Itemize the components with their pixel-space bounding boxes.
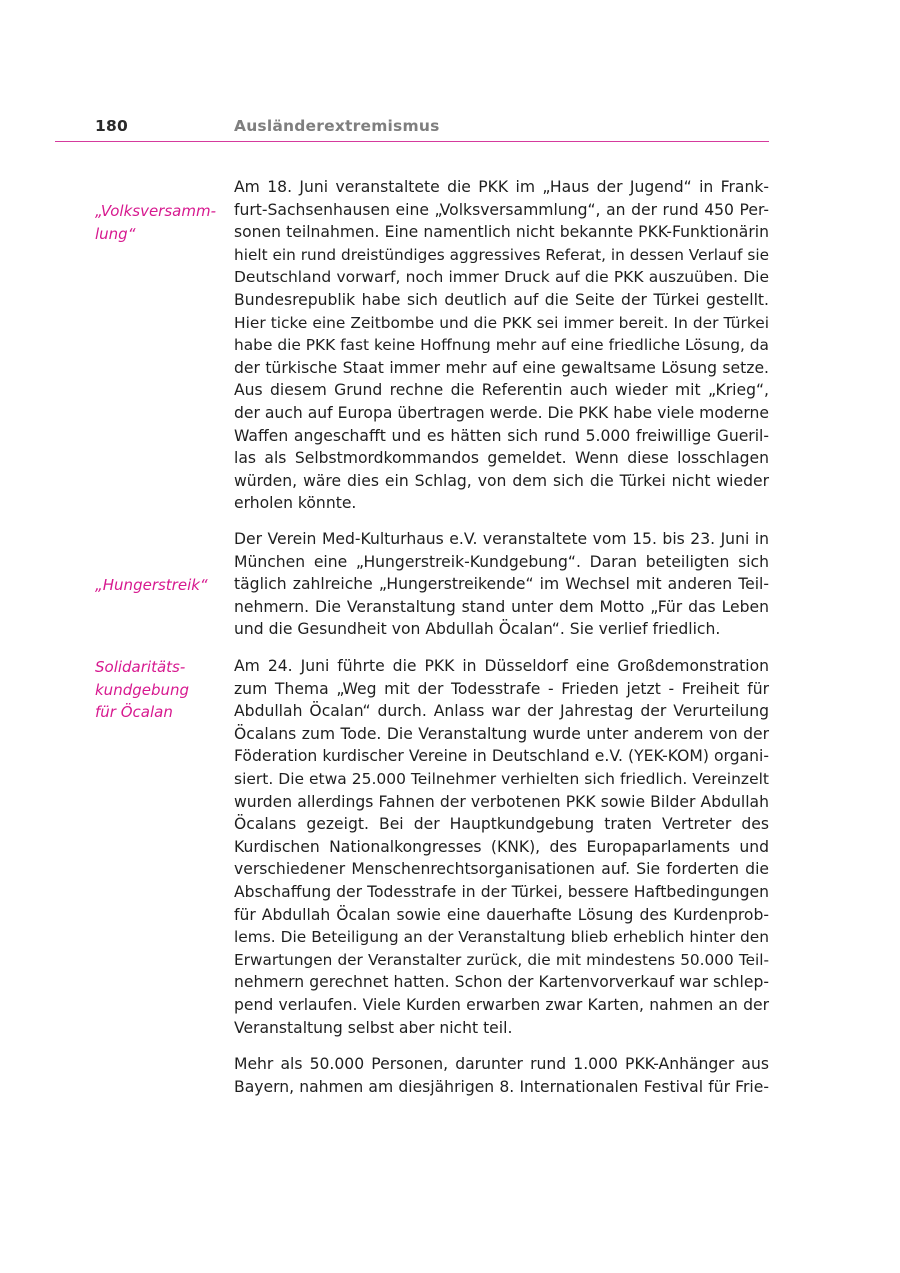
margin-note-solidaritaetskundgebung — [95, 656, 220, 724]
paragraph-line: zum Thema „Weg mit der Todesstrafe - Frieden jetzt - Freiheit für — [234, 679, 769, 698]
paragraph-line: habe die PKK fast keine Hoffnung mehr auf eine friedliche Lösung, da — [234, 336, 769, 355]
paragraph-festival — [234, 1053, 769, 1098]
page-header — [0, 0, 900, 145]
paragraph-line: wurden allerdings Fahnen der verbotenen PKK sowie Bilder Abdullah — [234, 792, 769, 811]
paragraph-line: verschiedener Menschenrechtsorganisationen auf. Sie forderten die — [234, 860, 769, 879]
paragraph-solidaritaetskundgebung — [234, 655, 769, 1039]
paragraph-line: Abschaffung der Todesstrafe in der Türkei, bessere Haftbedingungen — [234, 882, 769, 901]
paragraph-line: siert. Die etwa 25.000 Teilnehmer verhielten sich friedlich. Vereinzelt — [234, 769, 769, 788]
paragraph-line: sonen teilnahmen. Eine namentlich nicht bekannte PKK-Funktionärin — [234, 223, 769, 242]
paragraph-line: für Abdullah Öcalan sowie eine dauerhafte Lösung des Kurdenprob- — [234, 905, 769, 924]
paragraph-line: Abdullah Öcalan“ durch. Anlass war der Jahrestag der Verurteilung — [234, 702, 769, 721]
paragraph-line: Am 24. Juni führte die PKK in Düsseldorf eine Großdemonstration — [234, 657, 769, 675]
margin-note-volksversammlung — [95, 200, 220, 245]
paragraph-line: Mehr als 50.000 Personen, darunter rund 1.000 PKK-Anhänger aus — [234, 1055, 769, 1073]
margin-note-line: für Öcalan — [95, 703, 173, 722]
paragraph-line: hielt ein rund dreistündiges aggressives Referat, in dessen Verlauf sie — [234, 245, 769, 264]
paragraph-line: der türkische Staat immer mehr auf eine gewaltsame Lösung setze. — [234, 358, 769, 377]
margin-note-line: Solidaritäts- — [95, 658, 186, 676]
paragraph-line: las als Selbstmordkommandos gemeldet. Wenn diese losschlagen — [234, 449, 769, 468]
paragraph-line: lems. Die Beteiligung an der Veranstaltung blieb erheblich hinter den — [234, 928, 769, 947]
margin-note-line: lung“ — [95, 224, 136, 243]
paragraph-line: nehmern gerechnet hatten. Schon der Kartenvorverkauf war schlep- — [234, 973, 769, 992]
paragraph-line: pend verlaufen. Viele Kurden erwarben zwar Karten, nahmen an der — [234, 995, 769, 1014]
paragraph-line: Hier ticke eine Zeitbombe und die PKK sei immer bereit. In der Türkei — [234, 313, 769, 332]
paragraph-line: Am 18. Juni veranstaltete die PKK im „Haus der Jugend“ in Frank- — [234, 178, 769, 196]
paragraph-line: Öcalans zum Tode. Die Veranstaltung wurde unter anderem von der — [234, 724, 769, 743]
paragraph-volksversammlung — [234, 176, 769, 515]
paragraph-line: nehmern. Die Veranstaltung stand unter dem Motto „Für das Leben — [234, 597, 769, 616]
paragraph-line: Der Verein Med-Kulturhaus e.V. veranstaltete vom 15. bis 23. Juni in — [234, 530, 769, 548]
paragraph-line: Deutschland vorwarf, noch immer Druck auf die PKK auszuüben. Die — [234, 268, 769, 287]
paragraph-line: Waffen angeschafft und es hätten sich rund 5.000 freiwillige Gueril- — [234, 426, 769, 445]
paragraph-line: Föderation kurdischer Vereine in Deutschland e.V. (YEK-KOM) organi- — [234, 747, 769, 766]
margin-note-line: „Volksversamm- — [95, 202, 216, 220]
paragraph-line: Veranstaltung selbst aber nicht teil. — [234, 1018, 513, 1037]
margin-note-line: kundgebung — [95, 680, 190, 699]
margin-note-hungerstreik — [95, 574, 220, 597]
page-number: 180 — [95, 117, 128, 135]
paragraph-line: und die Gesundheit von Abdullah Öcalan“. Sie verlief friedlich. — [234, 620, 721, 639]
paragraph-line: München eine „Hungerstreik-Kundgebung“. Daran beteiligten sich — [234, 552, 769, 571]
paragraph-line: täglich zahlreiche „Hungerstreikende“ im Wechsel mit anderen Teil- — [234, 575, 769, 594]
paragraph-line: Öcalans gezeigt. Bei der Hauptkundgebung traten Vertreter des — [234, 815, 769, 834]
margin-note-line: „Hungerstreik“ — [95, 576, 208, 594]
paragraph-line: Bundesrepublik habe sich deutlich auf die Seite der Türkei gestellt. — [234, 290, 769, 309]
paragraph-line: furt-Sachsenhausen eine „Volksversammlung“, an der rund 450 Per- — [234, 200, 769, 219]
paragraph-line: der auch auf Europa übertragen werde. Die PKK habe viele moderne — [234, 403, 769, 422]
paragraph-hungerstreik — [234, 528, 769, 641]
running-title: Ausländerextremismus — [234, 117, 440, 135]
paragraph-line: Erwartungen der Veranstalter zurück, die mit mindestens 50.000 Teil- — [234, 950, 769, 969]
paragraph-line: würden, wäre dies ein Schlag, von dem sich die Türkei nicht wieder — [234, 471, 769, 490]
paragraph-line: Aus diesem Grund rechne die Referentin auch wieder mit „Krieg“, — [234, 381, 769, 400]
paragraph-line: erholen könnte. — [234, 494, 357, 513]
paragraph-line: Bayern, nahmen am diesjährigen 8. Internationalen Festival für Frie- — [234, 1077, 769, 1096]
paragraph-line: Kurdischen Nationalkongresses (KNK), des Europaparlaments und — [234, 837, 769, 856]
header-divider — [55, 141, 769, 142]
